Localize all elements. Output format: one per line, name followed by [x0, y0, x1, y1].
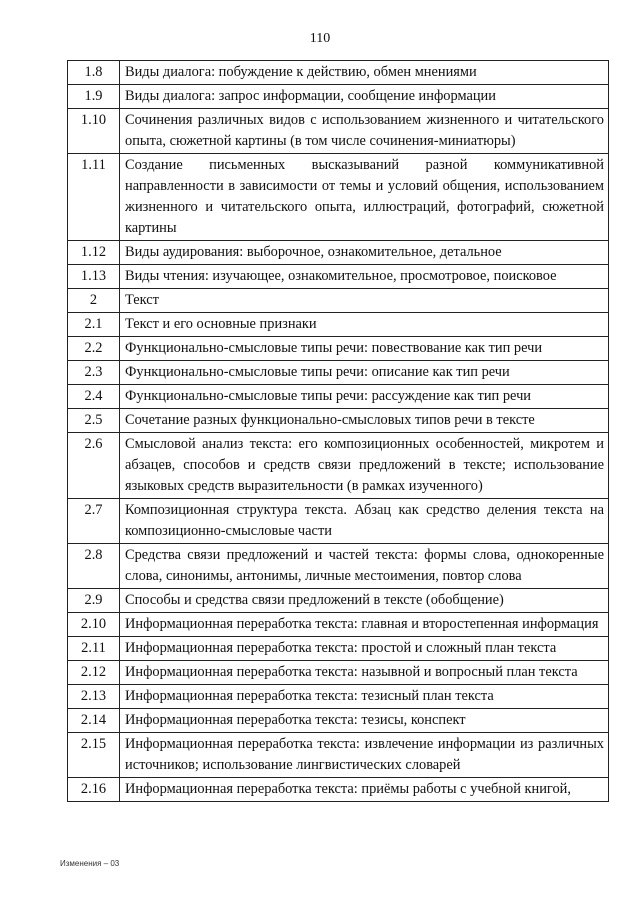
row-topic: Виды чтения: изучающее, ознакомительное, просмотровое, поисковое — [120, 265, 609, 289]
row-topic: Информационная переработка текста: извлечение информации из различных источников; использование лингвистических словарей — [120, 733, 609, 778]
table-row — [68, 544, 609, 589]
table-row — [68, 685, 609, 709]
row-number: 2.8 — [68, 544, 120, 589]
table-row — [68, 385, 609, 409]
row-topic: Информационная переработка текста: простой и сложный план текста — [120, 637, 609, 661]
row-topic: Смысловой анализ текста: его композиционных особенностей, микротем и абзацев, способов и средств связи предложений в тексте; использование языковых средств выразительности (в рамках изученного) — [120, 433, 609, 499]
table-row — [68, 733, 609, 778]
topics-table-body — [68, 61, 609, 802]
row-number: 1.11 — [68, 154, 120, 241]
row-number: 1.9 — [68, 85, 120, 109]
row-topic: Виды аудирования: выборочное, ознакомительное, детальное — [120, 241, 609, 265]
row-topic: Средства связи предложений и частей текста: формы слова, однокоренные слова, синонимы, антонимы, личные местоимения, повтор слова — [120, 544, 609, 589]
row-topic: Информационная переработка текста: назывной и вопросный план текста — [120, 661, 609, 685]
table-row — [68, 265, 609, 289]
page-number: 110 — [309, 31, 331, 46]
table-row — [68, 778, 609, 802]
row-number: 1.12 — [68, 241, 120, 265]
row-topic: Виды диалога: запрос информации, сообщение информации — [120, 85, 609, 109]
row-topic: Функционально-смысловые типы речи: описание как тип речи — [120, 361, 609, 385]
row-number: 2.10 — [68, 613, 120, 637]
row-topic: Информационная переработка текста: тезисы, конспект — [120, 709, 609, 733]
row-number: 2.5 — [68, 409, 120, 433]
row-topic: Композиционная структура текста. Абзац как средство деления текста на композиционно-смысловые части — [120, 499, 609, 544]
table-row — [68, 589, 609, 613]
row-topic: Информационная переработка текста: приёмы работы с учебной книгой, — [120, 778, 609, 802]
table-row — [68, 313, 609, 337]
row-number: 2.1 — [68, 313, 120, 337]
table-row — [68, 289, 609, 313]
table-row — [68, 61, 609, 85]
row-topic: Сочинения различных видов с использованием жизненного и читательского опыта, сюжетной картины (в том числе сочинения-миниатюры) — [120, 109, 609, 154]
table-row — [68, 337, 609, 361]
row-number: 2.3 — [68, 361, 120, 385]
row-topic: Текст — [120, 289, 609, 313]
row-number: 2.14 — [68, 709, 120, 733]
table-row — [68, 499, 609, 544]
row-number: 2.15 — [68, 733, 120, 778]
row-topic: Текст и его основные признаки — [120, 313, 609, 337]
row-topic: Виды диалога: побуждение к действию, обмен мнениями — [120, 61, 609, 85]
row-number: 2.4 — [68, 385, 120, 409]
table-row — [68, 241, 609, 265]
table-row — [68, 433, 609, 499]
row-topic: Создание письменных высказываний разной коммуникативной направленности в зависимости от темы и условий общения, использованием жизненного и читательского опыта, иллюстраций, фотографий, сюжетной картины — [120, 154, 609, 241]
row-number: 2.2 — [68, 337, 120, 361]
table-row — [68, 613, 609, 637]
row-number: 2 — [68, 289, 120, 313]
row-number: 1.8 — [68, 61, 120, 85]
table-row — [68, 85, 609, 109]
row-topic: Функционально-смысловые типы речи: повествование как тип речи — [120, 337, 609, 361]
row-number: 2.12 — [68, 661, 120, 685]
footer-note: Изменения – 03 — [60, 859, 120, 868]
table-row — [68, 361, 609, 385]
row-number: 2.16 — [68, 778, 120, 802]
row-topic: Информационная переработка текста: главная и второстепенная информация — [120, 613, 609, 637]
row-number: 2.13 — [68, 685, 120, 709]
row-number: 2.11 — [68, 637, 120, 661]
row-number: 1.13 — [68, 265, 120, 289]
row-topic: Информационная переработка текста: тезисный план текста — [120, 685, 609, 709]
row-topic: Функционально-смысловые типы речи: рассуждение как тип речи — [120, 385, 609, 409]
row-topic: Способы и средства связи предложений в тексте (обобщение) — [120, 589, 609, 613]
table-row — [68, 709, 609, 733]
row-topic: Сочетание разных функционально-смысловых типов речи в тексте — [120, 409, 609, 433]
row-number: 1.10 — [68, 109, 120, 154]
table-row — [68, 409, 609, 433]
row-number: 2.9 — [68, 589, 120, 613]
topics-table — [67, 60, 609, 802]
table-row — [68, 154, 609, 241]
table-row — [68, 661, 609, 685]
row-number: 2.7 — [68, 499, 120, 544]
table-row — [68, 637, 609, 661]
table-row — [68, 109, 609, 154]
row-number: 2.6 — [68, 433, 120, 499]
